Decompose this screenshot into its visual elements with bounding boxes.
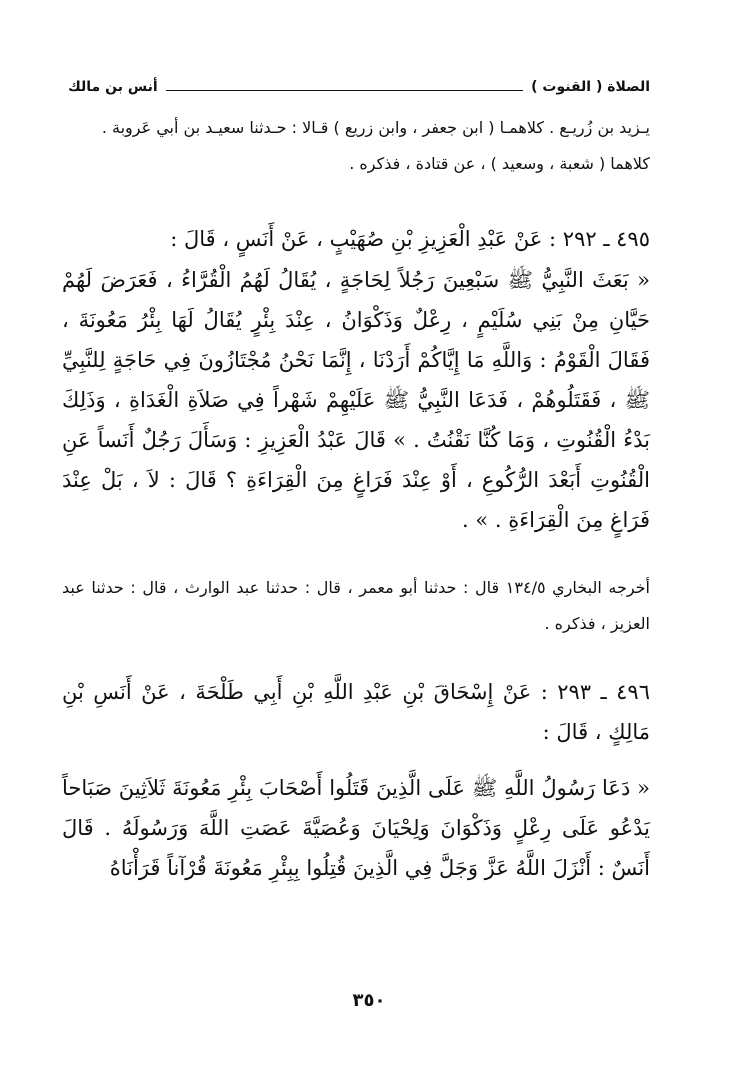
hadith-495	[62, 218, 650, 540]
hadith-496-text: « دَعَا رَسُولُ اللَّهِ ﷺ عَلَى الَّذِينَ قَتَلُوا أَصْحَابَ بِئْرِ مَعُونَةَ ثَلاَثِينَ صَبَاحاً يَدْعُو عَلَى رِعْلٍ وَذَكْوَانَ وَلِحْيَانَ وَعُصَيَّةَ عَصَتِ اللَّهَ وَرَسُولَهُ . قَالَ أَنَسٌ : أَنْزَلَ اللَّهُ عَزَّ وَجَلَّ فِي الَّذِينَ قُتِلُوا بِبِئْرِ مَعُونَةَ قُرْآناً قَرَأْنَاهُ	[62, 776, 650, 880]
hadith-496	[62, 672, 650, 888]
hadith-496-heading: ٤٩٦ ـ ٢٩٣ : عَنْ إِسْحَاقَ بْنِ عَبْدِ اللَّهِ بْنِ أَبِي طَلْحَةَ ، عَنْ أَنَسِ بْنِ مَالِكٍ ، قَالَ :	[62, 680, 650, 744]
takhrij-block	[62, 570, 650, 642]
header-narrator-title: أنس بن مالك	[68, 79, 158, 95]
hadith-495-text: « بَعَثَ النَّبِيُّ ﷺ سَبْعِينَ رَجُلاً لِحَاجَةٍ ، يُقَالُ لَهُمُ الْقُرَّاءُ ، فَعَرَضَ لَهُمْ حَيَّانِ مِنْ بَنِي سُلَيْمٍ ، رِعْلٌ وَذَكْوَانُ ، عِنْدَ بِئْرٍ يُقَالُ لَهَا بِئْرُ مَعُونَةَ ، فَقَالَ الْقَوْمُ : وَاللَّهِ مَا إِيَّاكُمْ أَرَدْنَا ، إِنَّمَا نَحْنُ مُجْتَازُونَ فِي حَاجَةٍ لِلنَّبِيِّ ﷺ ، فَقَتَلُوهُمْ ، فَدَعَا النَّبِيُّ ﷺ عَلَيْهِمْ شَهْراً فِي صَلاَةِ الْغَدَاةِ ، وَذَلِكَ بَدْءُ الْقُنُوتِ ، وَمَا كُنَّا نَقْنُتُ . » قَالَ عَبْدُ الْعَزِيزِ : وَسَأَلَ رَجُلٌ أَنَساً عَنِ الْقُنُوتِ أَبَعْدَ الرُّكُوعِ ، أَوْ عِنْدَ فَرَاغٍ مِنَ الْقِرَاءَةِ ؟ قَالَ : لاَ ، بَلْ عِنْدَ فَرَاغٍ مِنَ الْقِرَاءَةِ . » .	[62, 268, 650, 532]
hadith-495-heading: ٤٩٥ ـ ٢٩٢ : عَنْ عَبْدِ الْعَزِيزِ بْنِ صُهَيْبٍ ، عَنْ أَنَسٍ ، قَالَ :	[170, 227, 650, 251]
running-header	[68, 74, 650, 100]
intro-chain-2: كلاهما ( شعبة ، وسعيد ) ، عن قتادة ، فذكره .	[349, 154, 650, 173]
page-number: ٣٥٠	[352, 990, 386, 1011]
intro-chain-1: يـزيد بن زُريـع . كلاهمـا ( ابن جعفر ، وابن زريع ) قـالا : حـدثنا سعيـد بن أبي عَروبة .	[101, 118, 650, 137]
page-content	[62, 110, 650, 888]
header-section-title: الصلاة ( القنوت )	[531, 79, 650, 95]
header-rule	[166, 90, 523, 91]
takhrij-text: أخرجه البخاري ١٣٤/٥ قال : حدثنا أبو معمر ، قال : حدثنا عبد الوارث ، قال : حدثنا عبد العزيز ، فذكره .	[62, 578, 650, 633]
intro-block	[62, 110, 650, 182]
